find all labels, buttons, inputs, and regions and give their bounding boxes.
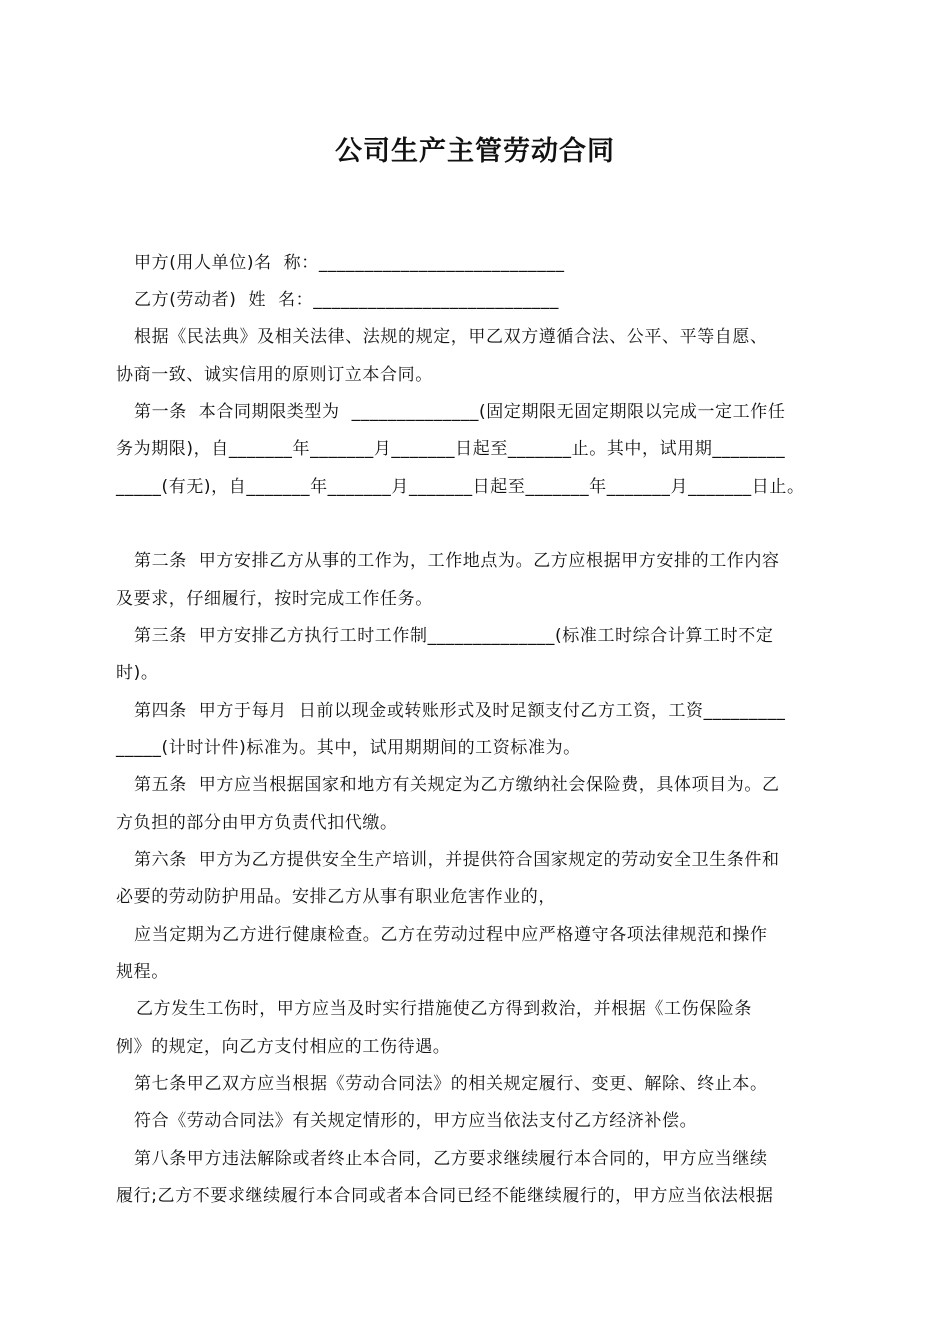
party-b-name-line: 乙方(劳动者) 姓 名：___________________________ bbox=[134, 290, 559, 310]
article-7-line-1: 第七条甲乙双方应当根据《劳动合同法》的相关规定履行、变更、解除、终止本。 bbox=[134, 1074, 768, 1094]
preamble-line-1: 根据《民法典》及相关法律、法规的规定，甲乙双方遵循合法、公平、平等自愿、 bbox=[134, 327, 768, 347]
article-4-line-2: _____(计时计件)标准为。其中，试用期期间的工资标准为。 bbox=[116, 738, 581, 758]
article-6-line-2: 必要的劳动防护用品。安排乙方从事有职业危害作业的， bbox=[116, 887, 556, 907]
article-7-line-2: 符合《劳动合同法》有关规定情形的，甲方应当依法支付乙方经济补偿。 bbox=[134, 1111, 698, 1131]
party-a-name-line: 甲方(用人单位)名 称：___________________________ bbox=[134, 253, 565, 273]
article-2-line-1: 第二条 甲方安排乙方从事的工作为，工作地点为。乙方应根据甲方安排的工作内容 bbox=[134, 551, 780, 571]
article-3-line-2: 时)。 bbox=[116, 663, 159, 683]
document-title: 公司生产主管劳动合同 bbox=[335, 136, 615, 167]
article-3-line-1: 第三条 甲方安排乙方执行工时工作制______________(标准工时综合计算工时不定 bbox=[134, 626, 774, 646]
article-8-line-2: 履行;乙方不要求继续履行本合同或者本合同已经不能继续履行的，甲方应当依法根据 bbox=[116, 1186, 774, 1206]
article-8-line-1: 第八条甲方违法解除或者终止本合同，乙方要求继续履行本合同的，甲方应当继续 bbox=[134, 1149, 768, 1169]
article-1-line-1: 第一条 本合同期限类型为 ______________(固定期限无固定期限以完成一定工作任 bbox=[134, 402, 786, 422]
article-5-line-2: 方负担的部分由甲方负责代扣代缴。 bbox=[116, 813, 398, 833]
article-6-line-6: 例》的规定，向乙方支付相应的工伤待遇。 bbox=[116, 1037, 451, 1057]
article-6-line-4: 规程。 bbox=[116, 962, 169, 982]
article-6-line-1: 第六条 甲方为乙方提供安全生产培训，并提供符合国家规定的劳动安全卫生条件和 bbox=[134, 850, 780, 870]
article-1-line-3: _____(有无)，自_______年_______月_______日起至_______年_______月_______日止。 bbox=[116, 477, 805, 497]
preamble-line-2: 协商一致、诚实信用的原则订立本合同。 bbox=[116, 365, 433, 385]
article-1-line-2: 务为期限)，自_______年_______月_______日起至_______止。其中，试用期________ bbox=[116, 439, 786, 459]
article-6-line-3: 应当定期为乙方进行健康检查。乙方在劳动过程中应严格遵守各项法律规范和操作 bbox=[134, 925, 768, 945]
article-5-line-1: 第五条 甲方应当根据国家和地方有关规定为乙方缴纳社会保险费，具体项目为。乙 bbox=[134, 775, 780, 795]
article-2-line-2: 及要求，仔细履行，按时完成工作任务。 bbox=[116, 589, 433, 609]
article-4-line-1: 第四条 甲方于每月 日前以现金或转账形式及时足额支付乙方工资，工资_________ bbox=[134, 701, 786, 721]
article-6-line-5: 乙方发生工伤时，甲方应当及时实行措施使乙方得到救治，并根据《工伤保险条 bbox=[136, 999, 752, 1019]
